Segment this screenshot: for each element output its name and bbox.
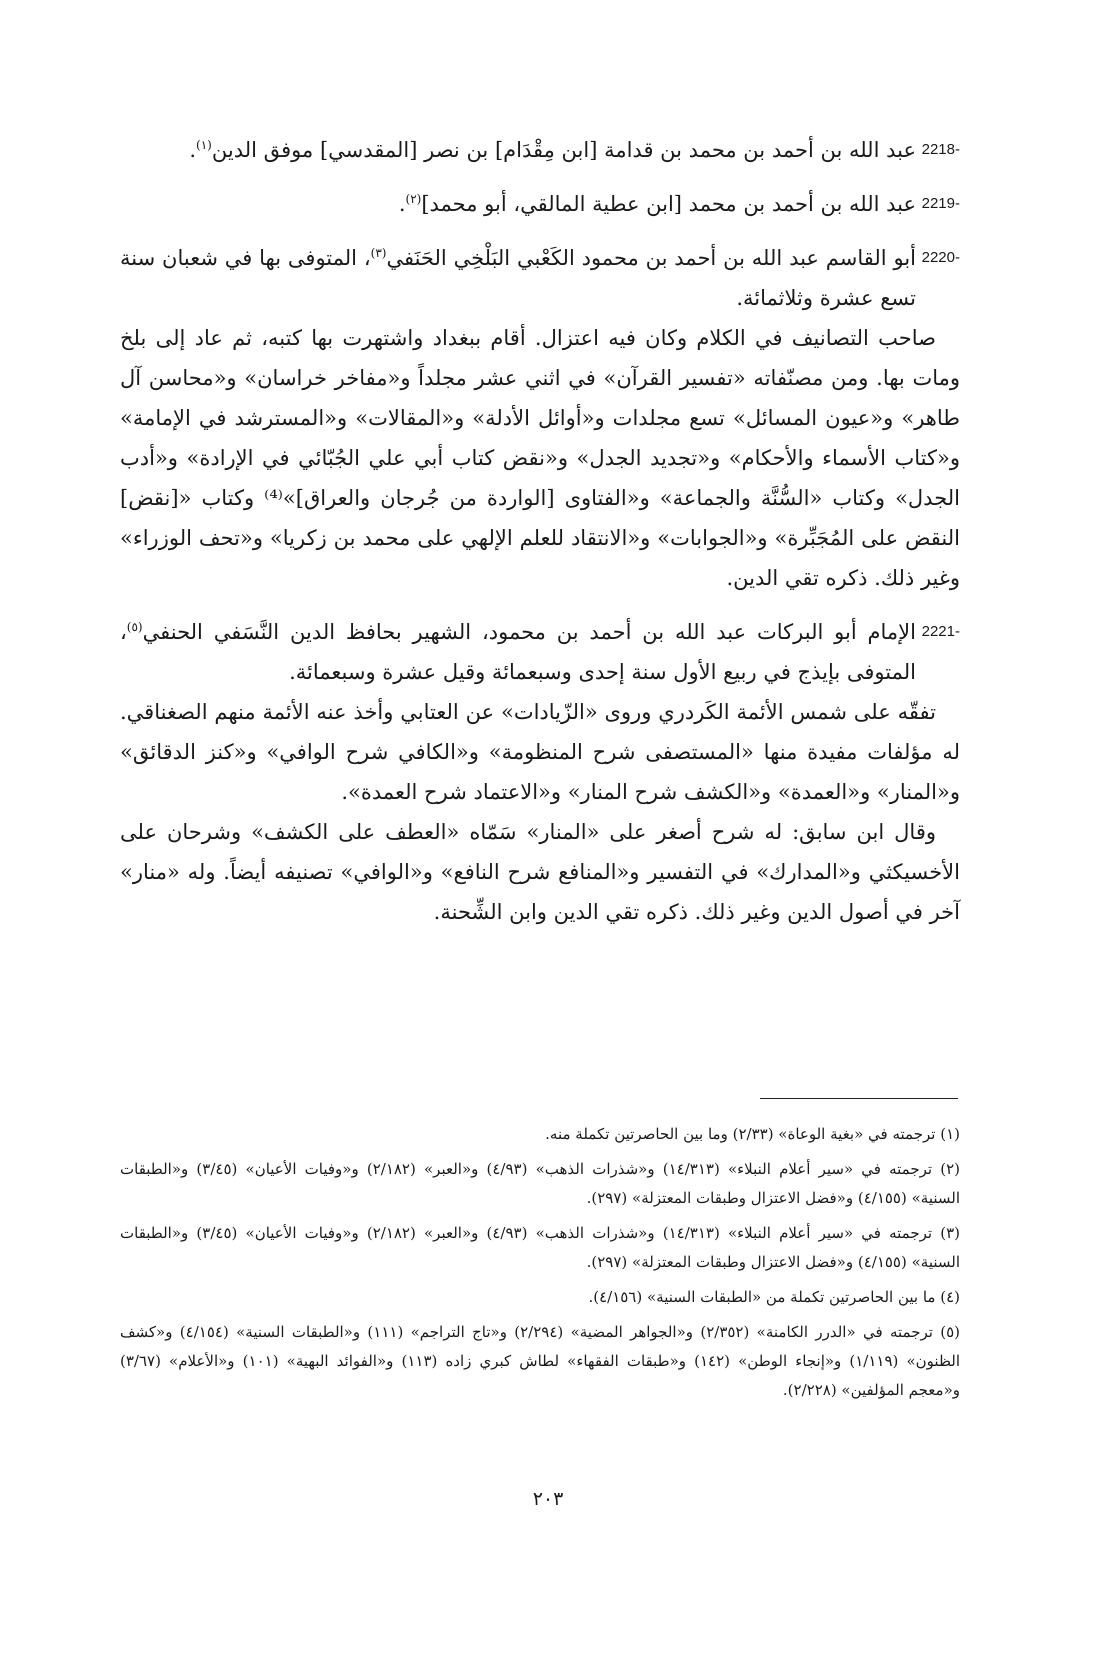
footnote-ref: (٣) (370, 246, 387, 260)
entry-2218 (120, 130, 960, 170)
footnote: (١) ترجمته في «بغية الوعاة» (٢/٣٣) وما بين الحاصرتين تكملة منه. (545, 1125, 960, 1143)
entry-number: 2220 - (922, 238, 960, 278)
entry-paragraph: تفقّه على شمس الأئمة الكَردري وروى «الزّيادات» عن العتابي وأخذ عنه الأئمة منهم الصغناقي. له مؤلفات مفيدة منها «المستصفى شرح المنظومة» و«الكافي شرح الوافي» و«كنز الدقائق» و«المنار» و«العمدة» و«الكشف شرح المنار» و«الاعتماد شرح العمدة». (120, 700, 960, 804)
entry-2221 (120, 612, 960, 932)
entry-heading-tail: ، المتوفى بإيذج في ربيع الأول سنة إحدى وسبعمائة وقيل عشرة وسبعمائة. (120, 620, 916, 684)
footnote: (٤) ما بين الحاصرتين تكملة من «الطبقات السنية» (٤/١٥٦). (588, 1288, 960, 1306)
main-text (120, 130, 960, 946)
entry-heading (120, 130, 960, 170)
entry-paragraph: وقال ابن سابق: له شرح أصغر على «المنار» سَمّاه «العطف على الكشف» وشرحان على الأخسيكثي و«المدارك» في التفسير و«المنافع شرح النافع» و«الوافي» تصنيفه أيضاً. وله «منار» آخر في أصول الدين وغير ذلك. ذكره تقي الدين وابن الشِّحنة. (120, 820, 960, 924)
entry-heading-text: الإمام أبو البركات عبد الله بن أحمد بن محمود، الشهير بحافظ الدين النَّسَفي الحنفي (142, 620, 916, 644)
entry-heading-tail: . (189, 138, 197, 162)
entry-heading-tail: ، المتوفى بها في شعبان سنة تسع عشرة وثلاثمائة. (120, 246, 916, 310)
entry-heading-tail: . (398, 192, 406, 216)
footnote-ref: (٢) (405, 192, 422, 206)
entry-2220 (120, 238, 960, 598)
entry-paragraph: صاحب التصانيف في الكلام وكان فيه اعتزال. أقام ببغداد واشتهرت بها كتبه، ثم عاد إلى بلخ ومات بها. ومن مصنّفاته «تفسير القرآن» في اثني عشر مجلداً و«مفاخر خراسان» و«محاسن آل طاهر» و«عيون المسائل» تسع مجلدات و«أوائل الأدلة» و«المقالات» و«المسترشد في الإمامة» و«كتاب الأسماء والأحكام» و«تجديد الجدل» و«نقض كتاب أبي علي الجُبّائي في الإرادة» و«أدب الجدل» وكتاب «السُّنَّة والجماعة» و«الفتاوى [الواردة من جُرجان والعراق]»⁽⁴⁾ وكتاب «[نقض] النقض على المُجَبِّرة» و«الجوابات» و«الانتقاد للعلم الإلهي على محمد بن زكريا» و«تحف الوزراء» وغير ذلك. ذكره تقي الدين. (120, 326, 960, 590)
footnote: (٣) ترجمته في «سير أعلام النبلاء» (١٤/٣١٣) و«شذرات الذهب» (٤/٩٣) و«العبر» (٢/١٨٢) و«وفيات الأعيان» (٣/٤٥) و«الطبقات السنية» (٤/١٥٥) و«فضل الاعتزال وطبقات المعتزلة» (٢٩٧). (120, 1224, 960, 1271)
entry-heading-text: عبد الله بن أحمد بن محمد [ابن عطية المالقي، أبو محمد] (421, 192, 916, 216)
entry-heading-text: أبو القاسم عبد الله بن أحمد بن محمود الكَعْبي البَلْخِي الحَنَفي (386, 246, 916, 270)
entry-heading (120, 184, 960, 224)
footnote-ref: (١) (196, 138, 212, 152)
entry-heading (120, 612, 960, 692)
entry-heading-text: عبد الله بن أحمد بن محمد بن قدامة [ابن مِقْدَام] بن نصر [المقدسي] موفق الدين (211, 138, 916, 162)
entry-2219 (120, 184, 960, 224)
footnote-ref: (٥) (126, 620, 143, 634)
entry-heading (120, 238, 960, 318)
footnote: (٢) ترجمته في «سير أعلام النبلاء» (١٤/٣١٣) و«شذرات الذهب» (٤/٩٣) و«العبر» (٢/١٨٢) و«وفيات الأعيان» (٣/٤٥) و«الطبقات السنية» (٤/١٥٥) و«فضل الاعتزال وطبقات المعتزلة» (٢٩٧). (120, 1160, 960, 1207)
entry-number: 2219 - (922, 184, 960, 224)
footnotes (120, 1120, 960, 1411)
page-number: ٢٠٣ (532, 1488, 564, 1510)
entry-number: 2218 - (922, 130, 960, 170)
footnote-separator (760, 1098, 958, 1099)
entry-number: 2221 - (922, 612, 960, 652)
footnote: (٥) ترجمته في «الدرر الكامنة» (٢/٣٥٢) و«الجواهر المضية» (٢/٢٩٤) و«تاج التراجم» (١١١) و«الطبقات السنية» (٤/١٥٤) و«كشف الظنون» (١/١١٩) و«إنجاء الوطن» (١٤٢) و«طبقات الفقهاء» لطاش كبري زاده (١١٣) و«الفوائد البهية» (١٠١) و«الأعلام» (٣/٦٧) و«معجم المؤلفين» (٢/٢٢٨). (120, 1323, 961, 1399)
